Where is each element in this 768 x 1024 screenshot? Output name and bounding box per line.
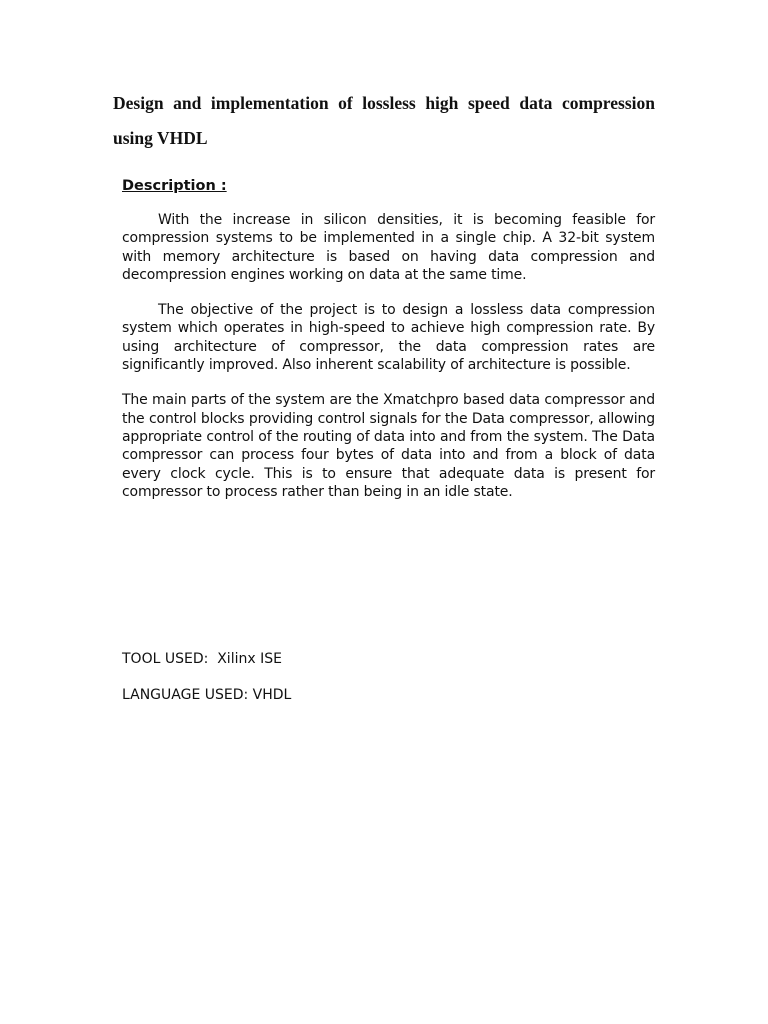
document-title: Design and implementation of lossless high speed data compression using VHDL	[113, 93, 655, 148]
description-heading: Description :	[122, 178, 227, 194]
language-used-line: LANGUAGE USED: VHDL	[122, 687, 292, 703]
paragraph-intro: With the increase in silicon densities, it is becoming feasible for compression systems to be implemented in a single chip. A 32-bit system with memory architecture is based on having data compression and decompression engines working on data at the same time.	[122, 212, 655, 283]
paragraph-main-parts: The main parts of the system are the Xmatchpro based data compressor and the control blocks providing control signals for the Data compressor, allowing appropriate control of the routing of data into and from the system. The Data compressor can process four bytes of data into and from a block of data every clock cycle. This is to ensure that adequate data is present for compressor to process rather than being in an idle state.	[122, 392, 655, 500]
paragraph-objective: The objective of the project is to design a lossless data compression system which operates in high-speed to achieve high compression rate. By using architecture of compressor, the data compression rates are significantly improved. Also inherent scalability of architecture is possible.	[122, 302, 655, 374]
tool-used-line: TOOL USED: Xilinx ISE	[122, 651, 282, 667]
document-body	[122, 176, 655, 518]
